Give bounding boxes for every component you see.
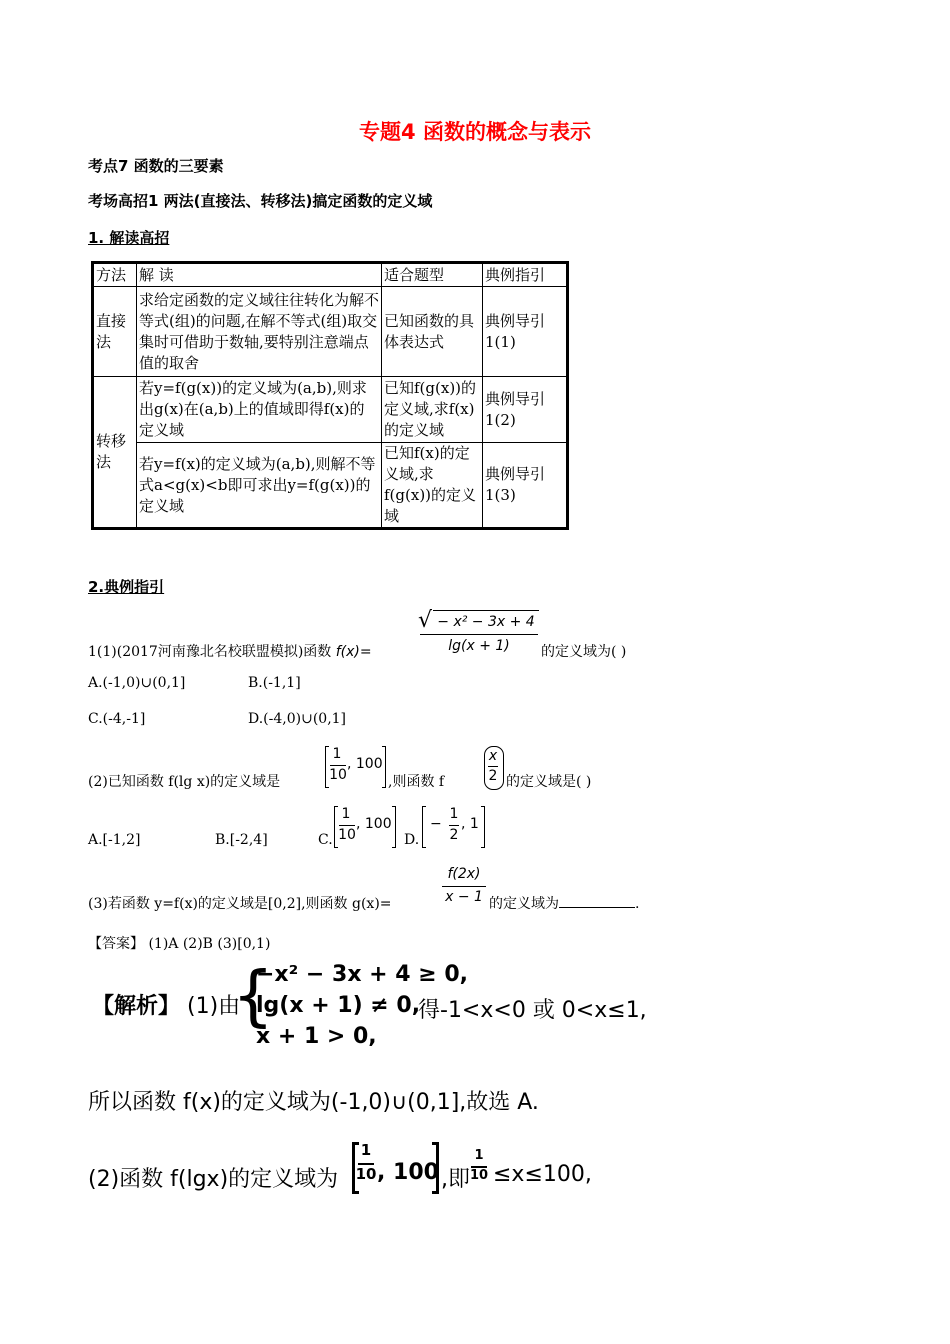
system-result: 得-1<x<0 或 0<x≤1, xyxy=(418,998,647,1023)
q2-interval-bar xyxy=(330,765,346,766)
system-line-1: −x² − 3x + 4 ≥ 0, xyxy=(256,962,468,987)
q2-interval-right: , 100 xyxy=(347,756,383,772)
table-row xyxy=(93,377,568,443)
answer-blank xyxy=(559,893,635,908)
q3-stem-pre: (3)若函数 y=f(x)的定义域是[0,2],则函数 g(x)= xyxy=(88,896,392,912)
ref-cell: 典例导引1(3) xyxy=(483,443,568,529)
section-heading: 考点7 函数的三要素 xyxy=(88,157,224,175)
system-line-2: lg(x + 1) ≠ 0, xyxy=(256,993,421,1018)
type-cell: 已知f(g(x))的定义域,求f(x)的定义域 xyxy=(382,377,483,443)
explain-cell: 若y=f(x)的定义域为(a,b),则解不等式a<g(x)<b即可求出y=f(g(x))的定义域 xyxy=(137,443,382,529)
q2-stem-mid: ,则函数 f xyxy=(388,774,445,790)
analysis-line-3-pre: (2)函数 f(lgx)的定义域为 xyxy=(88,1167,339,1192)
q3-denominator: x − 1 xyxy=(445,889,483,905)
part1-heading: 1. 解读高招 xyxy=(88,229,170,247)
q2-optd-bar xyxy=(449,825,459,826)
q2-option-d: D. xyxy=(404,832,420,848)
q1-fx: f(x)= xyxy=(335,644,372,660)
q3-stem-post-text: 的定义域为 xyxy=(489,896,559,912)
q2-stem-post: 的定义域是( ) xyxy=(506,774,592,790)
part2-heading: 2.典例指引 xyxy=(88,578,165,596)
q1-option-c: C.(-4,-1] xyxy=(88,711,146,727)
left-bracket xyxy=(422,806,426,848)
q2-optd-num: 1 xyxy=(449,806,459,822)
explain-cell: 若y=f(g(x))的定义域为(a,b),则求出g(x)在(a,b)上的值域即得f(x)的定义域 xyxy=(137,377,382,443)
sqrt-bar xyxy=(433,610,539,611)
page-title: 专题4 函数的概念与表示 xyxy=(359,120,591,144)
q1-stem xyxy=(88,641,372,661)
table-row xyxy=(93,443,568,529)
method-table xyxy=(91,261,569,530)
subtitle-heading: 考场高招1 两法(直接法、转移法)搞定函数的定义域 xyxy=(88,192,433,210)
q3-numerator: f(2x) xyxy=(447,866,481,882)
q1-option-d: D.(-4,0)∪(0,1] xyxy=(248,711,347,727)
line3-num: 1 xyxy=(360,1141,372,1159)
q1-option-b: B.(-1,1] xyxy=(248,675,301,691)
header-cell: 典例指引 xyxy=(483,263,568,287)
header-cell: 方法 xyxy=(93,263,137,287)
line3-mid: ,即 xyxy=(441,1167,470,1192)
q1-option-a: A.(-1,0)∪(0,1] xyxy=(88,675,186,691)
analysis-line-2: 所以函数 f(x)的定义域为(-1,0)∪(0,1],故选 A. xyxy=(88,1090,539,1115)
q2-option-c: C. xyxy=(318,832,333,848)
q2-arg-bar xyxy=(488,766,498,767)
sqrt-sign: √ xyxy=(418,608,433,633)
table-header-row xyxy=(93,263,568,287)
q3-fraction-bar xyxy=(442,886,486,887)
q2-optc-bar xyxy=(339,825,355,826)
q3-stem-post xyxy=(489,893,639,913)
q2-optc-right: , 100 xyxy=(356,816,392,832)
analysis-label: 【解析】 xyxy=(92,994,181,1019)
q2-optc-num: 1 xyxy=(341,806,351,822)
header-cell: 解 读 xyxy=(137,263,382,287)
q2-arg-den: 2 xyxy=(488,768,498,784)
q1-fraction-bar xyxy=(420,634,538,635)
q2-option-b: B.[-2,4] xyxy=(215,832,268,848)
line3-num2: 1 xyxy=(474,1148,484,1163)
q2-arg-num: x xyxy=(488,748,498,764)
explain-cell: 求给定函数的定义域往往转化为解不等式(组)的问题,在解不等式(组)取交集时可借助于数轴,要特别注意端点值的取舍 xyxy=(137,287,382,377)
q1-stem-post: 的定义域为( ) xyxy=(541,644,627,660)
right-bracket xyxy=(432,1142,439,1194)
header-cell: 适合题型 xyxy=(382,263,483,287)
q2-optc-den: 10 xyxy=(338,827,356,843)
q3-end: . xyxy=(635,896,640,912)
right-bracket xyxy=(382,746,386,788)
q1-numerator: − x² − 3x + 4 xyxy=(437,614,535,630)
method-cell: 直接法 xyxy=(93,287,137,377)
right-bracket xyxy=(481,806,485,848)
q2-optd-left: − xyxy=(430,816,442,832)
q2-interval-num: 1 xyxy=(332,746,342,762)
method-cell: 转移法 xyxy=(93,377,137,529)
system-brace: { xyxy=(232,957,274,1034)
answer-line: 【答案】 (1)A (2)B (3)[0,1) xyxy=(88,936,271,952)
q1-stem-pre: 1(1)(2017河南豫北名校联盟模拟)函数 xyxy=(88,644,332,660)
q2-optd-right: , 1 xyxy=(461,816,479,832)
line3-den: 10 xyxy=(355,1165,377,1183)
q2-stem-pre: (2)已知函数 f(lg x)的定义域是 xyxy=(88,774,281,790)
table-row xyxy=(93,287,568,377)
line3-post: ≤x≤100, xyxy=(493,1162,592,1187)
right-bracket xyxy=(392,806,396,848)
line3-den2: 10 xyxy=(469,1168,489,1183)
q2-interval-den: 10 xyxy=(329,767,347,783)
q2-optd-den: 2 xyxy=(449,827,459,843)
line3-right: , 100 xyxy=(377,1160,439,1185)
ref-cell: 典例导引1(2) xyxy=(483,377,568,443)
type-cell: 已知f(x)的定义域,求f(g(x))的定义域 xyxy=(382,443,483,529)
system-line-3: x + 1 > 0, xyxy=(256,1024,377,1049)
q2-option-a: A.[-1,2] xyxy=(88,832,141,848)
analysis-part1-pre: (1)由 xyxy=(187,994,241,1019)
q1-denominator: lg(x + 1) xyxy=(448,638,510,654)
ref-cell: 典例导引1(1) xyxy=(483,287,568,377)
type-cell: 已知函数的具体表达式 xyxy=(382,287,483,377)
